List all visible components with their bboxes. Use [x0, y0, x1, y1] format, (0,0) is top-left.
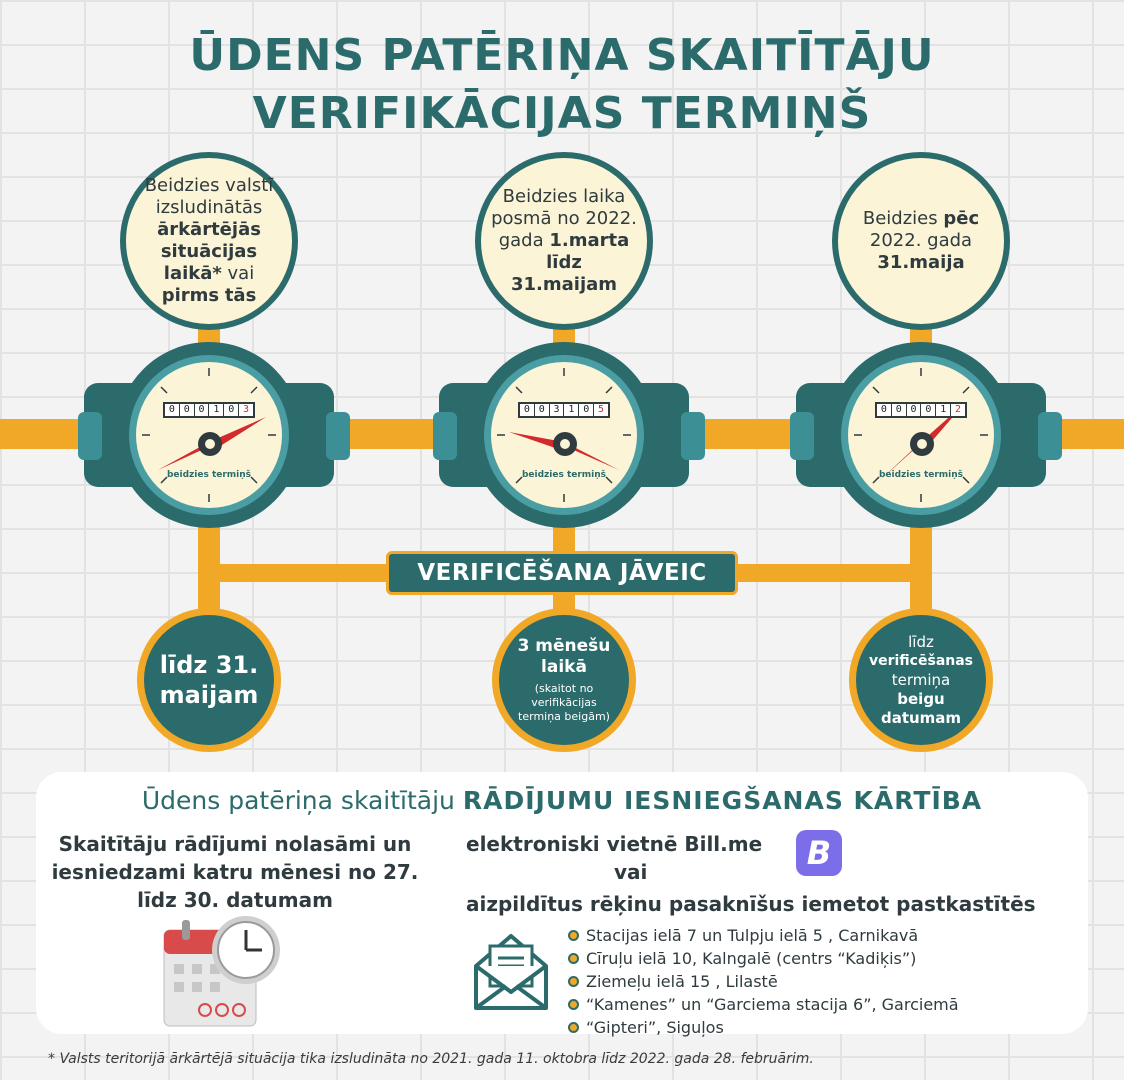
condition-1-text: Beidzies valstī izsludinātās: [144, 175, 274, 218]
card-title-bold: RĀDĪJUMU IESNIEGŠANAS KĀRTĪBA: [462, 786, 983, 815]
bullet-icon: [568, 953, 579, 964]
footnote: * Valsts teritorijā ārkārtējā situācija tika izsludināta no 2021. gada 11. oktobra līdz 2022. gada 28. februārim.: [48, 1051, 814, 1067]
meter-2-label: beidzies termiņš: [521, 470, 607, 480]
condition-3-text-2: 2022. gada: [869, 230, 973, 251]
address-text: Cīruļu ielā 10, Kalngalē (centrs “Kadiķis”): [586, 949, 917, 968]
meter-1-digit: 3: [239, 404, 253, 416]
bullet-icon: [568, 999, 579, 1010]
mailbox-option-text: aizpildītus rēķinu pasaknīšus iemetot pastkastītēs: [466, 892, 1036, 916]
envelope-icon: [472, 930, 550, 1012]
condition-1-bold-3: tās: [224, 285, 257, 306]
condition-2-bold: 1.marta līdz 31.maijam: [510, 230, 630, 295]
mailbox-address-list: [568, 924, 1048, 1039]
meter-1-cap-right: [326, 412, 350, 460]
meter-2-cap-left: [433, 412, 457, 460]
condition-1-bold-2: pirms: [161, 285, 220, 306]
verification-banner: VERIFICĒŠANA JĀVEIC: [386, 551, 738, 595]
condition-circle-1: [120, 152, 298, 330]
water-meter-2: [471, 342, 657, 528]
meter-2-cap-right: [681, 412, 705, 460]
meter-3-digit: 0: [907, 404, 921, 416]
condition-circle-2: [475, 152, 653, 330]
meter-3-label: beidzies termiņš: [878, 470, 964, 480]
address-text: “Gipteri”, Siguļos: [586, 1018, 724, 1037]
deadline-2-text: 3 mēnešu laikā: [517, 636, 611, 677]
meter-2-digit: 5: [594, 404, 608, 416]
address-item: [568, 1016, 1048, 1039]
meter-1-counter: [163, 402, 255, 418]
deadline-2-subtext: (skaitot no verifikācijas termiņa beigām): [518, 682, 610, 723]
address-text: Stacijas ielā 7 un Tulpju ielā 5 , Carnikavā: [586, 926, 919, 945]
meter-1-dial: [136, 362, 282, 508]
or-text: vai: [614, 860, 648, 884]
water-meter-3: [828, 342, 1014, 528]
meter-3-counter: [875, 402, 967, 418]
card-title-normal: Ūdens patēriņa skaitītāju: [141, 786, 463, 815]
address-text: “Kamenes” un “Garciema stacija 6”, Garciemā: [586, 995, 959, 1014]
meter-3-dial: [848, 362, 994, 508]
meter-3-digit: 0: [921, 404, 935, 416]
title-line-1: ŪDENS PATĒRIŅA SKAITĪTĀJU: [189, 30, 935, 81]
bullet-icon: [568, 976, 579, 987]
address-text: Ziemeļu ielā 15 , Lilastē: [586, 972, 778, 991]
meter-3-cap-right: [1038, 412, 1062, 460]
condition-3-bold-2: 31.maija: [877, 252, 965, 273]
deadline-3-line-3: termiņa: [891, 670, 951, 689]
condition-1-text-2: vai: [221, 263, 255, 284]
meter-1-digit: 0: [224, 404, 238, 416]
deadline-circle-3: [849, 608, 993, 752]
deadline-3-line-1: līdz: [908, 632, 934, 651]
deadline-1-text: līdz 31. maijam: [159, 651, 259, 709]
meter-1-digit: 1: [209, 404, 223, 416]
billme-icon[interactable]: B: [796, 830, 842, 876]
meter-3-digit: 0: [892, 404, 906, 416]
deadline-circle-1: [137, 608, 281, 752]
meter-1-cap-left: [78, 412, 102, 460]
condition-1-bold: ārkārtējās situācijas laikā*: [157, 219, 261, 284]
meter-2-digit: 0: [579, 404, 593, 416]
meter-2-counter: [518, 402, 610, 418]
meter-3-cap-left: [790, 412, 814, 460]
condition-circle-3: [832, 152, 1010, 330]
meter-3-digit: 0: [877, 404, 891, 416]
address-item: [568, 924, 1048, 947]
meter-2-digit: 3: [550, 404, 564, 416]
meter-1-label: beidzies termiņš: [166, 470, 252, 480]
meter-3-digit: 1: [936, 404, 950, 416]
bullet-icon: [568, 1022, 579, 1033]
meter-1-digit: 0: [180, 404, 194, 416]
meter-2-digit: 0: [535, 404, 549, 416]
condition-2-text: Beidzies laika posmā no 2022. gada: [491, 186, 637, 251]
meter-2-dial: [491, 362, 637, 508]
meter-2-digit: 1: [564, 404, 578, 416]
address-item: [568, 947, 1048, 970]
deadline-3-line-2: verificēšanas: [868, 652, 974, 669]
water-meter-1: [116, 342, 302, 528]
title-line-2: VERIFIKĀCIJAS TERMIŅŠ: [252, 88, 872, 139]
calendar-clock-icon: [160, 910, 284, 1032]
online-option-text: elektroniski vietnē Bill.me: [466, 832, 763, 856]
card-title: [0, 786, 1124, 815]
meter-1-digit: 0: [165, 404, 179, 416]
reading-schedule-text: Skaitītāju rādījumi nolasāmi un iesniedzami katru mēnesi no 27. līdz 30. datumam: [51, 832, 419, 912]
condition-3-text: Beidzies: [862, 208, 944, 229]
address-item: [568, 970, 1048, 993]
meter-3-digit: 2: [951, 404, 965, 416]
deadline-3-line-4: beigu datumam: [880, 689, 962, 727]
address-item: [568, 993, 1048, 1016]
condition-3-bold: pēc: [943, 208, 980, 229]
bullet-icon: [568, 930, 579, 941]
deadline-circle-2: [492, 608, 636, 752]
meter-2-digit: 0: [520, 404, 534, 416]
meter-1-digit: 0: [195, 404, 209, 416]
